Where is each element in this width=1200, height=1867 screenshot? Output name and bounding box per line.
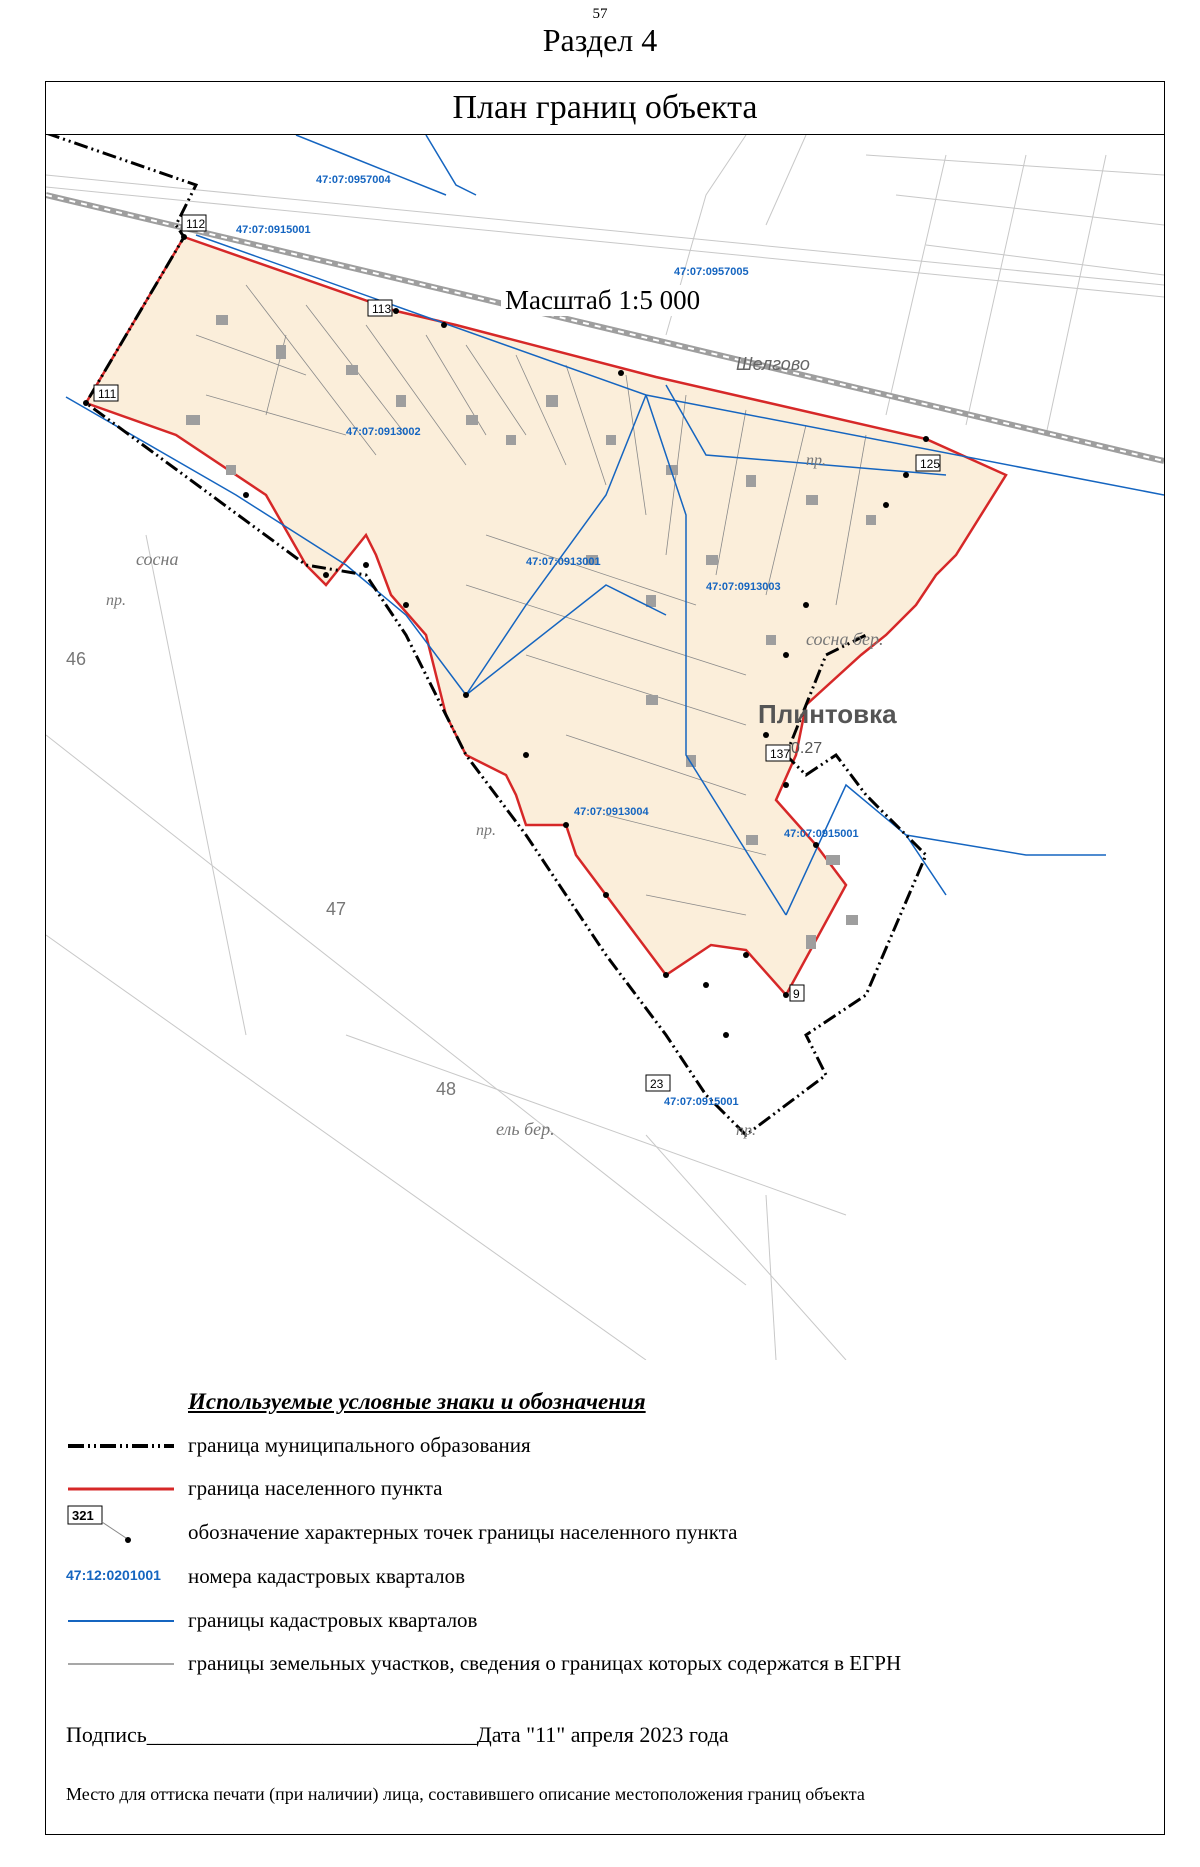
municipal-border-symbol [66, 1436, 176, 1456]
signature-line: Подпись______________________________Дата "11" апреля 2023 года [66, 1722, 729, 1747]
svg-text:47:07:0913003: 47:07:0913003 [706, 581, 781, 593]
forest-label: сосна бер. [806, 629, 884, 649]
stamp-note: Место для оттиска печати (при наличии) лица, составившего описание местоположения границ объекта [66, 1784, 865, 1804]
settlement-border-symbol [66, 1479, 176, 1499]
legend-item-label: номера кадастровых кварталов [188, 1564, 465, 1588]
plot-number: 48 [436, 1079, 457, 1099]
page-number: 57 [592, 6, 608, 22]
svg-text:47:07:0915001: 47:07:0915001 [664, 1096, 739, 1108]
svg-text:112: 112 [186, 217, 206, 231]
legend-item-label: граница муниципального образования [188, 1433, 531, 1457]
road-label: пр. [476, 822, 496, 839]
road-label: пр. [106, 592, 126, 609]
forest-label: ель бер. [496, 1119, 555, 1139]
village-label: Шелгово [736, 354, 810, 374]
cadastral-number-symbol: 47:12:0201001 [66, 1567, 161, 1583]
svg-text:47:07:0915001: 47:07:0915001 [236, 224, 311, 236]
svg-text:47:07:0913001: 47:07:0913001 [526, 556, 601, 568]
svg-text:47:07:0913004: 47:07:0913004 [574, 806, 649, 818]
svg-text:23: 23 [650, 1077, 664, 1091]
plot-number: 46 [66, 649, 87, 669]
legend-item-label: границы земельных участков, сведения о границах которых содержатся в ЕГРН [188, 1651, 902, 1675]
cadastral-border-symbol [66, 1611, 176, 1631]
legend-item-label: граница населенного пункта [188, 1476, 443, 1500]
svg-text:47:07:0957005: 47:07:0957005 [674, 266, 749, 278]
place-sub: 0.27 [791, 740, 823, 757]
section-heading: Раздел 4 [542, 22, 658, 58]
forest-label: сосна [136, 549, 179, 569]
map-area [46, 135, 1164, 1360]
boundary-map [46, 135, 1164, 1360]
legend-item-label: обозначение характерных точек границы населенного пункта [188, 1520, 738, 1544]
svg-text:9: 9 [793, 987, 800, 1001]
road-label: пр. [806, 452, 826, 469]
svg-text:47:07:0915001: 47:07:0915001 [784, 828, 859, 840]
svg-text:321: 321 [72, 1508, 94, 1523]
svg-text:113: 113 [372, 302, 392, 316]
plan-title: План границ объекта [46, 82, 1164, 135]
svg-text:47:07:0913002: 47:07:0913002 [346, 426, 421, 438]
road-label: пр. [736, 1122, 756, 1139]
map-scale: Масштаб 1:5 000 [501, 285, 704, 316]
plot-number: 47 [326, 899, 347, 919]
place-name: Плинтовка [758, 699, 897, 729]
svg-text:137: 137 [770, 747, 791, 761]
point-marker-symbol [66, 1504, 176, 1554]
svg-text:47:07:0957004: 47:07:0957004 [316, 174, 391, 186]
parcel-border-symbol [66, 1654, 176, 1674]
svg-text:111: 111 [98, 387, 117, 401]
svg-text:125: 125 [920, 457, 941, 471]
legend-title: Используемые условные знаки и обозначения [188, 1389, 646, 1414]
legend-item-label: границы кадастровых кварталов [188, 1608, 478, 1632]
